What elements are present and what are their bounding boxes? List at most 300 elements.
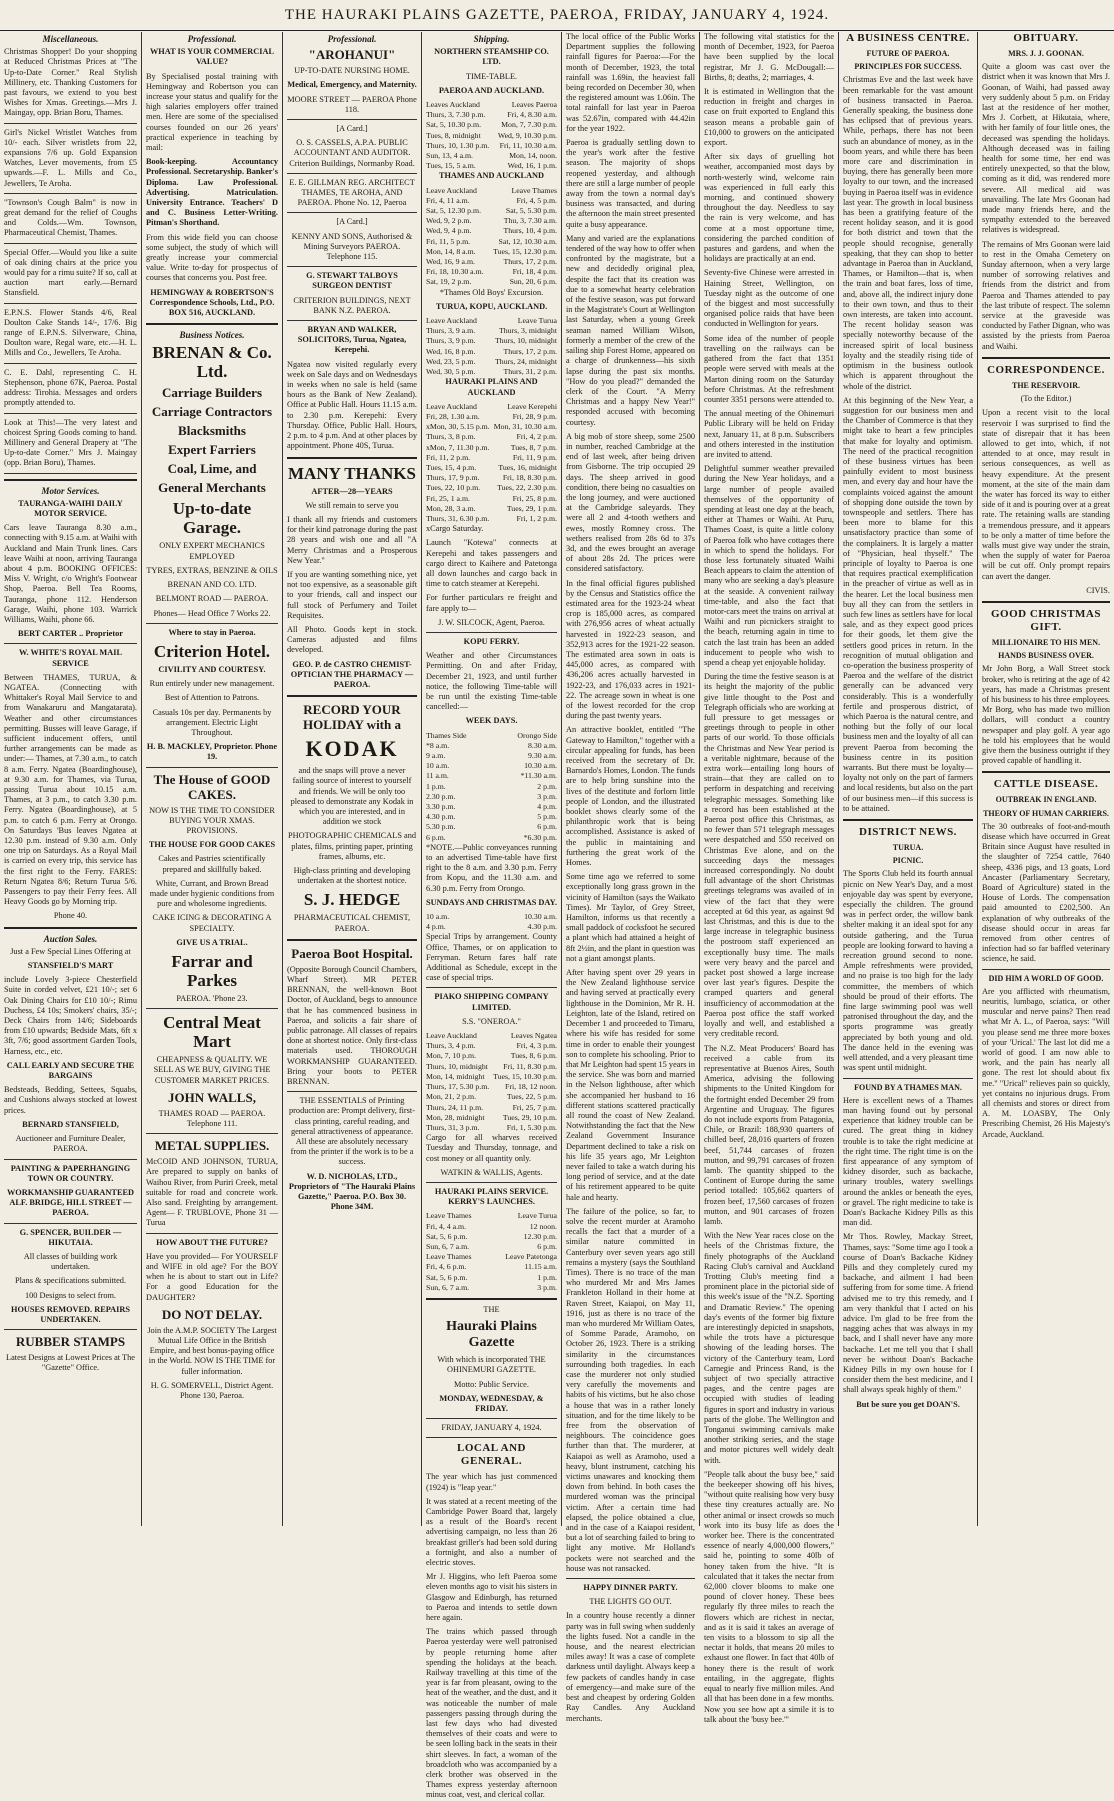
timetable-row: [426, 912, 557, 922]
gazette-days: MONDAY, WEDNESDAY, & FRIDAY.: [439, 1393, 544, 1413]
timetable-cell: xMon, 30, 5.15 p.m.: [426, 422, 490, 432]
farrar: Farrar and Parkes: [171, 951, 253, 990]
c6-p7: Delightful summer weather prevailed during the New Year holidays, and a large number of people availed themselves of the opportunity of spending at least one day at the beach, either at Thames or Waihi. At Puru, Thames Coast, is quite a little colony of Paeroa folk who have cottages there in which to spend the holidays. For those less fortunately situated Waihi Beach appears to claim the attention of many who are seeking a day's pleasure at the seaside. A convenient railway time-table, and also the fact that motor-cars meet the trains on arrival at Waihi and run picnickers straight to the beach, returning again in time to catch the last train has been an added inducement to people who wish to spend a cheap yet enjoyable holiday.: [704, 464, 834, 667]
timetable-row: [426, 1113, 557, 1123]
phones: Phones— Head Office 7 Works 22.: [153, 608, 271, 618]
outbreak: OUTBREAK IN ENGLAND.: [995, 795, 1097, 805]
timetable-cell: Fri, 18, 4 p.m.: [512, 267, 557, 277]
hpa-text: Launch "Kotewa" connects at Kerepehi and takes passengers and cargo direct to Kaihere and Patetonga all down launches and cargo back in time to catch steamer at Kerepehi.: [426, 538, 557, 589]
timetable-kopu-ferry: [426, 731, 557, 843]
hedge: S. J. HEDGE: [303, 890, 401, 910]
correspondence: CORRESPONDENCE.: [987, 363, 1105, 376]
c6-p8: During the time the festive season is at its height the majority of the public give little thought to the Post and Telegraph officials who are working at full pressure to get messages or greetings through to people in other parts of our world. To those officials the Christmas and New Year period is a veritable nightmare, because of the extra work—entailing long hours of strain—that they are called on to perform in despatching and receiving telegraphic messages. Something like a record has been established at the Paeroa post office this Christmas, as no fewer than 571 telegraph messages were despatched and 550 received on Christmas Eve alone, and on the succeeding days the messages increased correspondingly. No doubt full advantage of the short Christmas greetings telegrams was availed of in view of the fact that they were accepted at 6d this year, as against 9d last Christmas, and this is due to the large increase in telegraphic business the postroom staff experienced an exceptionally busy time. The mails were very heavy and the parcel and packet post showed a large increase over last year's figures. Despite the cramped quarters and general insufficiency of accommodation at the Paeroa post office the staff worked loyally and well, and established a very creditable record.: [704, 672, 834, 1039]
local-4: The trains which passed through Paeroa yesterday were well patronised by people returning home after spending the holidays at the beach. Railway travelling at this time of the year is far from pleasant, owing to the heat of the weather, and the dust, and it was noticeable the number of male passengers passing through during the last few days who had divested themselves of their coats and were to be seen lolling back in the seats in their shirt sleeves. In fact, a woman of the broadcloth who was accompanied by a clerk brother was observed in the Thames express yesterday afternoon minus coat, vest, and clerical collar.: [426, 1627, 557, 1800]
timetable-cell: xMon, 7, 11.30 p.m.: [426, 442, 490, 452]
gazette-motto: Motto: Public Service.: [454, 1379, 529, 1389]
criterion-2: Best of Attention to Patrons.: [164, 693, 260, 703]
castro: GEO. P. de CASTRO CHEMIST-OPTICIAN THE PHARMACY — PAEROA.: [290, 659, 414, 689]
timetable-col-label: Leaves Ngatea: [510, 1031, 557, 1041]
column-3: [283, 32, 422, 1526]
timetable-cell: 2.30 p.m.: [426, 791, 456, 801]
auction-text: include Lovely 3-piece Chesterfield Suite in corded velvet, £21 10/-; set 6 Oak Dining Chairs for £10 10/-; Rimu Duchess, £4 10s; Smokers' chairs, 35/-; Deck Chairs from 14/6; Sideboards from £10 upwards; Bedside Mats, 6ft x 3ft, 7/6; good assortment Garden Tools, Harness, etc., etc.: [4, 975, 137, 1056]
c5-p1: The local office of the Public Works Department supplies the following rainfall figures for Paeroa:—For the month of December, 1923, the total rainfall was 1.69in, the heaviest fall being recorded on December 30, when the registered amount was 1.06in. The total rainfall for last year in Paeroa was 52.67in, compared with 44.42in for the year 1922.: [566, 32, 695, 133]
brenan-lines: [146, 385, 278, 495]
timetable-row: [426, 483, 557, 493]
bert-carter: BERT CARTER .. Proprietor: [18, 629, 123, 639]
timetable-row: [426, 367, 557, 377]
cakes-1: Cakes and Pastries scientifically prepared and skillfully baked.: [158, 854, 266, 874]
bryan-text: Ngatea now visited regularly every week on Sale days and on Wednesdays in weeks when no sale is held (same hours as the Bank of New Zealand). Office at Public Hall. Hours 11.15 a.m. to 2.30 p.m. Kerepehi: Every Thursday. Office, Public Hall. Hours, 2 p.m. to 4 p.m. And at other places by appointment. Phone 40S, Turua.: [287, 359, 417, 451]
timetable-row: [426, 206, 557, 216]
walls: JOHN WALLS,: [168, 1089, 256, 1105]
timetable-cell: Sat, 5, 12.30 p.m.: [426, 206, 482, 216]
timetable-cell: Fri, 1, 5.30 p.m.: [506, 1122, 557, 1132]
timetable-row: [426, 922, 557, 932]
walls-sub: THAMES ROAD — PAEROA. Telephone 111.: [158, 1108, 266, 1128]
timetable-cell: Mon, 14, noon.: [509, 151, 557, 161]
timetable-cell: Fri, 4, 5 p.m.: [516, 195, 557, 205]
brenan-title: BRENAN & Co. Ltd.: [152, 343, 272, 382]
timetable-cell: 10.30 a.m.: [524, 912, 557, 922]
timetable-row: [426, 237, 557, 247]
timetable-col-label: Leave Thames: [511, 185, 557, 195]
kerrys: HAURAKI PLAINS SERVICE. KERRY'S LAUNCHES.: [434, 1186, 549, 1207]
timetable-cell: 11.15 a.m.: [524, 1262, 557, 1272]
timetable-cell: 10 a.m.: [426, 912, 450, 922]
tyres: TYRES, EXTRAS, BENZINE & OILS: [146, 565, 278, 575]
column-7: [839, 32, 978, 1526]
printing-dev: High-class printing and developing undertaken at the shortest notice.: [293, 865, 411, 886]
masthead: THE HAURAKI PLAINS GAZETTE, PAEROA, FRIDAY, JANUARY 4, 1924.: [0, 0, 1114, 31]
metal-text: McCOID AND JOHNSON, TURUA, Are prepared to supply on banks of Waihou River, from Puriri Creek, metal suitable for road and concrete work. Also sand. Freighting by arrangement. Agent— F. TRUBLOVE, Phone 31 — Turua: [146, 1157, 278, 1228]
dinner-party: HAPPY DINNER PARTY.: [583, 1583, 678, 1593]
timetable-cell: Mon, 7, 10 p.m.: [426, 1051, 477, 1061]
timetable-cell: Wed, 9, 2 p.m.: [426, 216, 472, 226]
white-phone: Phone 40.: [53, 911, 88, 921]
c5-p3: Many and varied are the explanations tendered of the way how to offer when confronted by the magistrate, but a new and decidedly original plea, despite the fact that its creation was due to a somewhat hearty celebration of the festive season, was put forward in the Magistrate's Court at Wellington last Saturday, when a young Greek seaman named William Wilson, formerly a member of the crew of the sailing ship Forest Home, appeared on a charge of drunkenness—his sixth lapse during the past six months. "How do you plead?" demanded the clerk of the Court. "A Merry Christmas and a happy New Year!" responded accused with becoming courtesy.: [566, 233, 695, 427]
timetable-col-label: Leave Turua: [517, 316, 557, 326]
column-1: [0, 32, 142, 1526]
timetable-cell: Fri, 11, 5 p.m.: [426, 236, 471, 246]
bryan: BRYAN AND WALKER, SOLICITORS, Turua, Ngatea, Kerepehi.: [297, 325, 407, 355]
timetable-cell: Thurs, 10, 4 p.m.: [503, 226, 557, 236]
timetable-cell: Thurs, 24, 11 p.m.: [426, 1102, 484, 1112]
hedge-sub: PHARMACEUTICAL CHEMIST, PAEROA.: [293, 913, 411, 933]
civility: CIVILITY AND COURTESY.: [158, 664, 266, 674]
commercial-text: By Specialised postal training with Hemingway and Robertson you can increase your status and qualify for the high salaries employers offer trained men. Here are some of the specialised courses founded on our 26 years' practical experience in teaching by mail:: [146, 71, 278, 153]
timetable-row: [426, 1232, 557, 1242]
where-to-stay: Where to stay in Paeroa.: [168, 627, 256, 637]
timetable-cell: 8.30 a.m.: [527, 740, 557, 750]
expert: ONLY EXPERT MECHANICS EMPLOYED: [159, 541, 265, 561]
timetable-cell: Thurs, 10, 1.30 p.m.: [426, 140, 490, 150]
arohanui: "AROHANUI": [308, 47, 396, 63]
cakes-2: White, Currant, and Brown Bread made under hygienic conditions from pure and wholesome ingredients.: [149, 878, 275, 909]
timetable-row: [426, 357, 557, 367]
timetable-col-label: Leaves Auckland: [426, 100, 480, 110]
timetable-header: [426, 402, 557, 412]
timetable-cell: 4 p.m.: [426, 922, 446, 932]
tauranga-title: TAURANGA-WAIHI DAILY MOTOR SERVICE.: [18, 498, 123, 518]
section-heading-auction: Auction Sales.: [43, 933, 98, 944]
timetable-header: [426, 1211, 557, 1221]
timetable-cell: Tues, 15, 10.30 p.m.: [493, 1071, 557, 1081]
timetable-col-label: Leave Patetonga: [505, 1252, 557, 1262]
talboys: G. STEWART TALBOYS SURGEON DENTIST: [306, 271, 398, 291]
timetable-cell: Wed, 23, 5 p.m.: [426, 356, 476, 366]
rubber-sub: Latest Designs at Lowest Prices at The "Gazette" Office.: [6, 1353, 135, 1373]
somervell: H. G. SOMERVELL, District Agent. Phone 130, Paeroa.: [150, 1380, 274, 1401]
timetable-row: [426, 1072, 557, 1082]
timetable-row: [426, 422, 557, 432]
timetable-cell: Thurs, 10, midnight: [426, 1061, 488, 1071]
thanks-text: I thank all my friends and customers for their kind patronage during the past 28 years and wish one and all "A Merry Christmas and a Prosperous New Year.": [287, 514, 417, 565]
timetable-row: [426, 1082, 557, 1092]
timetable-cell: Fri, 1, 2 p.m.: [516, 513, 557, 523]
thanks-text-2: If you are wanting something nice, yet not too expensive, as a seasonable gift to your friends, call and inspect our full stock of Perfumery and Toilet Requisites.: [287, 569, 417, 620]
future-title: HOW ABOUT THE FUTURE?: [156, 1237, 268, 1247]
sundays: SUNDAYS AND CHRISTMAS DAY.: [426, 897, 557, 907]
timetable-cell: Mon, 28, midnight: [426, 1112, 485, 1122]
timetable-row: [426, 514, 557, 524]
stansfield-mart: STANSFIELD'S MART: [27, 961, 114, 971]
workmanship: WORKMANSHIP GUARANTEED ALF. BRIDGE, HILL STREET — PAEROA.: [7, 1187, 134, 1218]
timetable-cell: Tues, 8, midnight: [426, 130, 481, 140]
timetable-cell: Thurs, 17, 5.30 p.m.: [426, 1082, 490, 1092]
painting: PAINTING & PAPERHANGING TOWN OR COUNTRY.: [10, 1163, 131, 1183]
timetable-cell: 6 p.m.: [426, 832, 446, 842]
timetable-col-label: Leave Auckland: [426, 185, 477, 195]
timetable-cell: Mon, 21, 2 p.m.: [426, 1092, 477, 1102]
brenan-line: Carriage Contractors: [151, 404, 273, 420]
timetable-col-label: Thames Side: [426, 730, 467, 740]
c6-p1: The following vital statistics for the month of December, 1923, for Paeroa have been supplied by the local registrar, Mr J. G. McDougall:—Births, 8; deaths, 2; marriages, 4.: [704, 32, 834, 82]
column-5: [562, 32, 700, 1723]
commercial-text-2: From this wide field you can choose some subject, the study of which will greatly increase your commercial value. Write to-day for prospectus of courses that concerns you. Post free.: [146, 232, 278, 283]
timetable-row: [426, 751, 557, 761]
timetable-row: [426, 1222, 557, 1232]
houses: HOUSES REMOVED. REPAIRS UNDERTAKEN.: [10, 1304, 131, 1324]
c6-p3: After six days of gruelling hot weather, accompanied most days by north-westerly wind, welcome rain was experienced in full early this morning, and continued showery throughout the day. Needless to say the rain is very welcome, and has come at a most opportune time, considering the parched condition of pastures and gardens, and when the holidays are practically at an end.: [704, 152, 834, 264]
gazette-the: THE: [483, 1304, 500, 1314]
business-centre: A BUSINESS CENTRE.: [846, 32, 970, 44]
hpa-note: xCargo Saturday.: [426, 524, 484, 534]
central-meat: Central Meat Mart: [163, 1013, 261, 1052]
chemicals: PHOTOGRAPHIC CHEMICALS and plates, films, printing paper, printing frames, albums, etc.: [288, 831, 416, 861]
timetable-row: [426, 277, 557, 287]
brenan-line: Expert Farriers: [168, 442, 256, 458]
hpa-text-2: For further particulars re freight and fare apply to—: [426, 593, 557, 613]
timetable-cell: Wed, 30, 5 p.m.: [426, 367, 476, 377]
misc-item: Special Offer.—Would you like a suite of oak dining chairs at the price you would pay for a rimu suite? If so, call at auction mart early.—Bernard Stansfield.: [4, 247, 137, 298]
section-heading-professional-2: Professional.: [327, 34, 377, 44]
timetable-cell: 3 p.m.: [537, 791, 557, 801]
timetable-cell: Sun, 6, 7 a.m.: [426, 1241, 470, 1251]
nsc-title: NORTHERN STEAMSHIP CO. LTD.: [434, 47, 549, 67]
timetable-cell: Wed, 16, 1 p.m.: [507, 161, 557, 171]
timetable-cell: *11.30 a.m.: [520, 771, 557, 781]
local-2: It was stated at a recent meeting of the Cambridge Power Board that, largely as a result of the Board's recent advertising campaign, no less than 26 breakfast griller's had been sold during a fortnight, and also a number of electric stoves.: [426, 1496, 557, 1567]
timetable-row: [426, 463, 557, 473]
c6-p5: Some idea of the number of people travelling on the railways can be gathered from the fact that 1351 people were served with meals at the Marton dining room on the Saturday before Christmas. At the refreshment counter 3351 persons were attended to.: [704, 333, 834, 404]
spencer-sub: All classes of building work undertaken.: [23, 1251, 118, 1272]
timetable-kerrys: [426, 1211, 557, 1252]
belmont: BELMONT ROAD — PAEROA.: [155, 594, 269, 604]
timetable-cell: 1 p.m.: [537, 1272, 557, 1282]
kopu-text-2: Special Trips by arrangement. County Office, Thames, or on application to Ferryman. Return fares half rate Additional as Schedule, except in the case of special trips.: [426, 932, 557, 983]
timetable-cell: Fri, 4, 3 p.m.: [516, 1041, 557, 1051]
c8-p6: Are you afflicted with rheumatism, neuritis, lumbago, sciatica, or other muscular and nerve pains? Then read what Mr A. L., of Paeroa, says: "Will you please send me three more boxes of your 'Urical.' The last lot did me a world of good. I am now able to work, and the pain has nearly all gone. The rest lot should about fix me." "Urical" relieves pain so quickly, yet contains no injurious drugs. From all chemists and stores or direct from A. M. LOASBY, The Only Prescribing Chemist, 26 His Majesty's Arcade, Auckland.: [982, 986, 1110, 1139]
column-8: [978, 32, 1114, 1526]
divider: [4, 243, 137, 244]
timetable-cell: 5.30 p.m.: [426, 822, 456, 832]
timetable-row: [426, 151, 557, 161]
timetable-cell: Mon, 14, 8 a.m.: [426, 246, 476, 256]
c6-p4: Seventy-five Chinese were arrested in Haining Street, Wellington, on Tuesday night as the outcome of one of the biggest and most successfully organised police raids that have been conducted in Wellington for years.: [704, 268, 834, 329]
timetable-cell: Sat, 5, 5.30 p.m.: [505, 206, 557, 216]
cassels: O. S. CASSELS, A.P.A. PUBLIC ACCOUNTANT AND AUDITOR. Criterion Buildings, Normanby Road.: [289, 138, 415, 168]
section-heading-business: Business Notices.: [179, 330, 245, 341]
timetable-cell: Thurs, 31, 6.30 p.m.: [426, 513, 490, 523]
c5-p9: The failure of the police, so far, to solve the recent murder at Aramoho recalls the fact that a murder of a similar nature committed in Canterbury over seven years ago still remains a mystery (says the Southland Times). There is no trace of the man who murdered Mr and Mrs James Frankleton Holland in their home at Raven Street, Kaiapoi, on May 11, 1916, just as there is no trace of the man who murdered Mr William Oates, of Somme Parade, Aramoho, on October 26, 1923. There is a striking similarity in the circumstances surrounding both tragedies. In each case the murderer not only studied very carefully the movements and habits of his victims, but he also chose a house that was in a rather lonely situation, and for the time likely to be free from the observation of neighbours. The coincidence goes further than that. The murderer, at Kaiapoi as well as Aramoho, used a heavy, blunt instrument, catching his victims unawares and knocking them down from behind. In both cases the murdered woman was the principal victim. After a certain time had elapsed, the police obtained a clue, and in the case of a Kaiapoi resident, but a lot of searching failed to bring to light any motive. Mr Holland's pockets were not searched and the house was not ransacked.: [566, 1206, 695, 1573]
c8-p3: Upon a recent visit to the local reservoir I was surprised to find the state of disrepair that it has been allowed to get into, which, if not attended to at once, may result in serious consequences, as well as heavy expenditure. At the present moment, at the site of the main dam the water has forced its way to either side of it and is pouring over at a great rate. The retaining walls are standing a tremendous pressure, and it appears to be only a matter of time before the walls must give way under the strain, when the supply of water for Paeroa will be cut off. Only prompt repairs can avert the danger.: [982, 408, 1110, 581]
timetable-col-label: Leave Thames: [426, 1211, 472, 1221]
timetable-col-label: Leave Auckland: [426, 401, 477, 411]
ta-note: *Thames Old Boys' Excursion.: [439, 287, 544, 297]
timetable-col-label: Orongo Side: [517, 730, 557, 740]
gillman: E. E. GILLMAN REG. ARCHITECT THAMES, TE AROHA, AND PAEROA. Phone No. 12, Paeroa: [289, 177, 415, 208]
plans: Plans & specifications submitted.: [14, 1276, 127, 1286]
farrar-sub: PAEROA. 'Phone 23.: [176, 993, 248, 1003]
timetable-cell: Sat, 5, 6 p.m.: [426, 1272, 468, 1282]
dinner-party-sub: THE LIGHTS GO OUT.: [589, 1597, 672, 1607]
timetable-cell: 10.30 a.m.: [524, 761, 557, 771]
divider: [4, 303, 137, 304]
timetable-cell: Fri, 4, 11 a.m.: [426, 195, 470, 205]
nsc-sub: TIME-TABLE.: [465, 71, 518, 81]
timetable-col-label: Leave Thames: [426, 1252, 472, 1262]
timetable-cell: Mon, 14, midnight: [426, 1071, 485, 1081]
timetable-row: [426, 1262, 557, 1272]
cheapness: CHEAPNESS & QUALITY. WE SELL AS WE BUY, GIVING THE CUSTOMER MARKET PRICES.: [153, 1055, 271, 1085]
timetable-cell: Fri, 11, 8.30 p.m.: [503, 1061, 557, 1071]
timetable-row: [426, 771, 557, 781]
misc-item: C. E. Dahl, representing C. H. Stephenson, phone 67K, Paeroa. Postal address: Tirohia. Messages and orders promptly attended to.: [4, 367, 137, 408]
timetable-header: [426, 1031, 557, 1041]
c5-p6: An attractive booklet, entitled "The Gateway to Hamilton," together with a circular appealing for funds, has been received from the secretary of Dr. Barnardo's Homes, London. The funds are to help bring sunshine into the lives of the destitute and forlorn little people of London, and the illustrated booklet shows clearly some of the philanthropic work that is being accomplished. Assistance is asked of the public in maintaining and furthering the great work of the Homes.: [566, 725, 695, 868]
c7-p3: The Sports Club held its fourth annual picnic on New Year's Day, and a most enjoyable day was spent by everyone, especially the children. The ground was in perfect order, the willow bank shelter making it an ideal spot for any outside gathering, and the Turua people are looking forward to having a recreation ground second to none. Ample refreshments were provided, and no praise is too high for the lady committee, the members of which should be proud of their efforts. The fine large swimming pool was well patronised throughout the day, and the sports programme was greatly appreciated by both young and old. The dance held in the evening was well attended, and a very pleasant time was spent until midnight.: [843, 869, 973, 1073]
section-heading-motor: Motor Services.: [41, 485, 100, 496]
to-editor: (To the Editor.): [1020, 394, 1072, 404]
timetable-cell: Sun, 20, 6 p.m.: [509, 277, 557, 287]
timetable-thames-auckland: [426, 186, 557, 288]
misc-item: "Townson's Cough Balm" is now in great demand for the relief of Coughs and Colds.—Wm. Townson, Pharmaceutical Chemist, Thames.: [4, 197, 137, 238]
column-2: [142, 32, 283, 1526]
obituary: OBITUARY.: [1013, 32, 1079, 44]
hpa-head: HAURAKI PLAINS AND AUCKLAND: [445, 377, 538, 397]
c6-p11: "People talk about the busy bee," said the beekeeper showing off his hives, "without quite realising how very busy these tiny creatures actually are. No other animal or insect crowds so much work into its busy life as does the worker bee. There is the concentrated essence of nearly 4,000,000 flowers," said he, pointing to some 40lb of honey taken from the hive. "It is calculated that it takes the nectar from 62,000 clover blooms to make one pound of clover honey. These bees regularly fly three miles to reach the flowers which are richest in nectar, and as it is said it takes an average of ten visits to a blossom to sip all the nectar it holds, that means 20 miles to exhaust one flower. In fact that 40lb of honey there is the result of work entailing, in the aggregate, flights equal to nearly five million miles. And all that has been done in a few months. Now you see how apt a simile it is to talk about the 'busy bee.'": [704, 1469, 834, 1724]
timetable-row: [426, 802, 557, 812]
timetable-paeroa-auckland: [426, 100, 557, 171]
pa-head: PAEROA AND AUCKLAND.: [438, 85, 545, 95]
bernard: BERNARD STANSFIELD,: [22, 1119, 119, 1129]
timetable-cell: 5 p.m.: [537, 812, 557, 822]
timetable-col-label: Leave Auckland: [426, 1031, 477, 1041]
house-good-cakes: THE HOUSE FOR GOOD CAKES: [148, 840, 276, 850]
misc-item: E.P.N.S. Flower Stands 4/6, Real Doulton Cake Stands 14/-, 17/6. Big range of E.P.N.S. Silverware, China, Doulton ware, Regal ware, etc.—H. L. Mills and Co., Jewellers, Te Aroha.: [4, 307, 137, 358]
timetable-cell: Wed, 16, 8 p.m.: [426, 346, 476, 356]
piako: PIAKO SHIPPING COMPANY LIMITED.: [434, 992, 549, 1012]
timetable-row: [426, 473, 557, 483]
timetable-row: [426, 1242, 557, 1252]
timetable-cell: Sat, 5, 10.30 p.m.: [426, 120, 482, 130]
brenan-line: Coal, Lime, and: [167, 461, 257, 477]
brenan-co: BRENAN AND CO. LTD.: [167, 580, 257, 590]
hands-business: HANDS BUSINESS OVER.: [998, 651, 1094, 661]
timetable-cell: Thurs, 24, midnight: [495, 356, 557, 366]
timetable-cell: 11 a.m.: [426, 771, 449, 781]
timetable-cell: 6 p.m.: [537, 1241, 557, 1251]
amp: Join the A.M.P. SOCIETY The Largest Mutual Life Office in the British Empire, and best bonus-paying office in the World. NOW IS THE TIME for fuller information.: [147, 1325, 277, 1376]
timetable-row: [426, 110, 557, 120]
white-title: W. WHITE'S ROYAL MAIL SERVICE: [19, 648, 122, 668]
goonan: MRS. J. J. GOONAN.: [1008, 49, 1084, 58]
timetable-row: [426, 247, 557, 257]
c5-p8: After having spent over 29 years in the New Zealand lighthouse service and having served at practically every lighthouse in the Dominion, Mr R. H. Leighton, late of the Island, retired on December 1 and proceeded to Timaru, where his wife has resided for some time in order to enable their youngest son to complete his schooling. Prior to that Mr Leighton had spent 15 years in the service. She was born and married in the Nelson lighthouse, after which she accompanied her husband to 16 different stations scattered practically all round the coast of New Zealand. Notwithstanding the fact that the New Zealand Government Insurance Department declined to take a risk on his life 35 years ago, Mr Leighton never failed to take a watch during his long period of service, and at the date of his retirement appeared to be quite hale and hearty.: [566, 968, 695, 1202]
timetable-row: [426, 1051, 557, 1061]
timetable-cell: Tues, 16, midnight: [498, 462, 557, 472]
timetable-cell: Fri, 28, 1.30 a.m.: [426, 411, 480, 421]
timetable-col-label: Leave Kerepehi: [507, 401, 557, 411]
christmas-gift: GOOD CHRISTMAS GIFT.: [991, 607, 1101, 633]
timetable-cell: Tues, 29, 1 p.m.: [506, 503, 557, 513]
essentials: THE ESSENTIALS of Printing production are: Prompt delivery, first-class printing, careful reading, and general attractiveness of appearance. All these are absolutely necessary from the printer if the work is to be a success.: [289, 1096, 415, 1167]
tauranga-text: Cars leave Tauranga 8.30 a.m., connecting with 9.15 a.m. at Waihi with Auckland and Main Trunk lines. Cars leave Waihi at noon, arriving Tauranga about 4 p.m. BOOKING OFFICES: Miss V. Wright, c/o Wright's Footwear Shop, Paeroa. Bell Tea Rooms, Tauranga, phone 112. Henderson Garage, Waihi, phone 103. Warrick Williams, Waihi, phone 66.: [4, 523, 137, 624]
commercial-title: WHAT IS YOUR COMMERCIAL VALUE?: [149, 47, 275, 67]
silcock: J. W. SILCOCK, Agent, Paeroa.: [438, 617, 545, 627]
c5-p5: In the final official figures published by the Census and Statistics office the estimated area for the 1923-24 wheat crop is 185,000 acres, as compared with 276,956 acres of wheat actually harvested in 1922-23 season, and 352,913 acres for the 1921-22 season. The estimated area sown in oats is 445,000 acres, as compared with 436,206 acres actually harvested in 1922-23, and 176,033 acres in 1921-22. The acreage sown in wheat is one of the lowest recorded for the crop during the past twenty years.: [566, 578, 695, 721]
card-2: [A Card.]: [336, 217, 368, 227]
gazette-title: Hauraki Plains Gazette: [446, 1319, 537, 1351]
tka-head: TURUA, KOPU, AUCKLAND.: [435, 301, 548, 311]
timetable-cell: 10 a.m.: [426, 761, 450, 771]
timetable-cell: Fri, 25, 7 p.m.: [512, 1102, 557, 1112]
divider: [4, 363, 137, 364]
c7-p1: Christmas Eve and the last week have been remarkable for the vast amount of business transacted in Paeroa. Generally speaking, the business done has eclipsed that of previous years. While, perhaps, there has not been such an abundance of money, as in the boom years, and while there has been more care and discrimination in buying, there has generally been more loyalty to our town, and the increased buying in Paeroa itself was in evidence last year. The growth in local business has been a gratifying feature of the recent holiday season, and it is good for both district and town that the people should recognise, generally speaking, that they can shop to better advantage in Paeroa than in Auckland, Thames, or Hamilton—that is, when the train and boat fares, loss of time, and, above all, the indirect injury done to their own town, and thus to their own interests, are taken into account. The recent holiday season was specially noteworthy because of the increased spirit of local business loyalty and the steadily rising tide of optimism in the business outlook which is apparent throughout the whole of the district.: [843, 75, 973, 391]
thames-man: FOUND BY A THAMES MAN.: [854, 1082, 962, 1092]
oneroa: S.S. "ONEROA.": [462, 1016, 521, 1026]
spencer: G. SPENCER, BUILDER — HIKUTAIA.: [19, 1227, 122, 1247]
brenan-line: Carriage Builders: [161, 385, 262, 401]
timetable-cell: Fri, 4, 8.30 a.m.: [507, 110, 557, 120]
give-trial: GIVE US A TRIAL.: [176, 937, 248, 947]
timetable-kerrys-2: [426, 1252, 557, 1293]
picnic: PICNIC.: [892, 856, 924, 866]
timetable-row: [426, 432, 557, 442]
timetable-sundays: [426, 912, 557, 932]
timetable-row: [426, 792, 557, 802]
timetable-row: [426, 822, 557, 832]
white-text: Between THAMES, TURUA, & NGATEA. (Connecting with Whittaker's Royal Mail Service to and from Wanakaruru and Mangatarata). Weather and other circumstances permitting. Busses will leave Garage, if sufficient inducement offers, until further arrangements can be made as under:— Thames, at 7.30 a.m., to catch 8 a.m. Ferry. Ngatea (Boardinghouse), at 9.30 a.m. for Thames, via Turua, passing Turua about 10.15 a.m. Thames, at 3 p.m., to catch 3.30 p.m. Ferry. Ngatea (Boardinghouse), at 5 p.m. to catch 6 p.m. Ferry at Orongo. On Saturdays 'Bus leaves Ngatea at 12.30 p.m. instead of 9.30 a.m. Only one trip on Saturdays. As a Royal Mail is carried on every trip, this service has the first right to the Ferry. FARES: Return Ngatea 8/6; Return Turua 5/6. Passengers to pay their Ferry fees. All Heavy Goods go by Morning trip.: [4, 672, 137, 907]
c8-p2: The remains of Mrs Goonan were laid to rest in the Omaha Cemetery on Sunday afternoon, when a very large number of sorrowing relatives and friends from the district and from Paeroa and Thames attended to pay the last tribute of respect. The solemn service at the graveside was conducted by Father Dignan, who was assisted by the priests from Paeroa and Waihi.: [982, 239, 1110, 351]
timetable-row: [426, 336, 557, 346]
timetable-cell: Fri, 11, 2 p.m.: [426, 452, 471, 462]
timetable-cell: Thurs, 17, 2 p.m.: [503, 346, 557, 356]
hemingway: HEMINGWAY & ROBERTSON'S Correspondence Schools, Ltd., P.O. BOX 516, AUCKLAND.: [149, 287, 275, 318]
timetable-cell: *8 a.m.: [426, 740, 450, 750]
timetable-cell: Wed, 9, 10.30 p.m.: [497, 130, 557, 140]
kodak-title: KODAK: [305, 736, 399, 762]
timetable-cell: Sat, 19, 2 p.m.: [426, 277, 472, 287]
local-general: LOCAL AND GENERAL.: [457, 1442, 526, 1468]
timetable-row: [426, 494, 557, 504]
timetable-cell: Tues, 22, 5 p.m.: [506, 1092, 557, 1102]
millionaire: MILLIONAIRE TO HIS MEN.: [991, 637, 1101, 647]
misc-item: Girl's Nickel Wristlet Watches from 10/- each. Silver wristlets from 22, expansions 7/6 up. Gold Expansion Watches, Lever movements, from £5 upwards.—F. L. Mills and Co., Jewellers, Te Aroha.: [4, 127, 137, 188]
timetable-cell: Sun, 13, 4 a.m.: [426, 151, 473, 161]
timetable-row: [426, 741, 557, 751]
principles: PRINCIPLES FOR SUCCESS.: [854, 62, 962, 72]
section-heading-professional: Professional.: [187, 34, 237, 44]
timetable-cell: Fri, 28, 9 p.m.: [512, 411, 557, 421]
timetable-cell: Tues, 29, 10 p.m.: [502, 1112, 557, 1122]
timetable-cell: Tues, 8, 7 p.m.: [510, 442, 557, 452]
local-1: The year which has just commenced (1924) is "leap year.": [426, 1472, 557, 1492]
arohanui-2: Medical, Emergency, and Maternity.: [287, 80, 417, 90]
brenan-line: General Merchants: [158, 480, 266, 496]
moore: MOORE STREET — PAEROA Phone 118.: [287, 94, 417, 114]
timetable-row: [426, 1123, 557, 1133]
timetable-row: [426, 1273, 557, 1283]
mackley: H. B. MACKLEY, Proprietor. Phone 19.: [146, 742, 278, 762]
timetable-cell: Thurs, 3, midnight: [498, 326, 557, 336]
timetable-cell: Tues, 8, 6 p.m.: [510, 1051, 557, 1061]
timetable-cell: Sun, 6, 7 a.m.: [426, 1282, 470, 1292]
timetable-cell: 3 p.m.: [537, 1282, 557, 1292]
boot-hospital: Paeroa Boot Hospital.: [291, 945, 413, 961]
timetable-cell: Fri, 4, 6 p.m.: [426, 1262, 467, 1272]
timetable-piako: [426, 1031, 557, 1133]
timetable-row: [426, 267, 557, 277]
timetable-cell: Thurs, 3, 8 p.m.: [426, 432, 476, 442]
bedsteads: Bedsteads, Bedding, Settees, Squabs, and Cushions always stocked at lowest prices.: [4, 1085, 137, 1115]
turua: TURUA.: [892, 843, 924, 853]
future-paeroa: FUTURE OF PAEROA.: [866, 49, 950, 58]
gazette-sub: With which is incorporated THE OHINEMURI GAZETTE.: [437, 1355, 546, 1375]
nicholas: W. D. NICHOLAS, LTD., Proprietors of "The Hauraki Plains Gazette," Paeroa. P.O. Box 30. Phone 34M.: [288, 1171, 416, 1212]
timetable-cell: Thurs, 17, 2 p.m.: [503, 257, 557, 267]
c7-p2: At this beginning of the New Year, a suggestion for our business men and the Chamber of Commerce is that they might take to heart a few principles that make for loyalty and optimism. The need of the practical recognition of these business virtues has been painfully evident to most business men, and every day and hour have the complaints voiced against the amount of shopping done outside the town by townspeople and settlers. There has been more to blame for this unsatisfactory practice than some of the complainers. It is largely a matter of "Physician, heal thyself." The principle of loyalty to Paeroa is one that requires practical exemplification in the preacher of virtue as well as in the hearer. Let the local business men buy all they can from the settlers in such few lines as settlers have for local sale, and as they expect good prices for their goods, let them give the settlers good prices in return. In the recognition of mutual obligation and co-operation the business prosperity of Paeroa and the welfare of the district generally can be advanced very considerably. This is a wonderfully fertile and prosperous district, of which Paeroa is the natural centre, and nothing but the folly of our local business men and the loyalty of all can prevent Paeroa from becoming the business centre in its position warrants. But there must be loyalty—loyalty not only on the part of farmers and local residents, but also on the part of our business men—if this success is to be attained.: [843, 395, 973, 813]
timetable-cell: 1 p.m.: [426, 781, 446, 791]
timetable-cell: Fri, 11, 9 p.m.: [512, 452, 557, 462]
timetable-cell: Fri, 18, 8.30 p.m.: [502, 473, 557, 483]
criterion-1: Run entirely under new management.: [149, 679, 275, 689]
section-heading-shipping: Shipping.: [473, 34, 510, 44]
c5-p4: A big mob of store sheep, some 2500 in number, reached Cambridge at the end of last week, after being driven from Gisborne. The trip occupied 29 days. The sheep arrived in good condition, there being no casualties on the long journey, and were auctioned at the Cambridge saleyards. They were all 2 and 4-tooth wethers and ewes, mostly Romney cross. The wethers realised from 28s 6d to 37s 3d, and the ewes brought an average of about 28s 2d. The prices were considered satisfactory.: [566, 431, 695, 574]
timetable-cell: 2 p.m.: [537, 781, 557, 791]
timetable-row: [426, 257, 557, 267]
after-years: AFTER—28—YEARS: [311, 486, 393, 496]
arohanui-sub: UP-TO-DATE NURSING HOME.: [294, 66, 410, 76]
kopu-title: KOPU FERRY.: [463, 636, 520, 646]
boot-text: (Opposite Borough Council Chambers, Wharf Street). MR PETER BRENNAN, the well-known Boot Doctor, of Auckland, begs to announce that he has commenced business in Paeroa, and solicits a fair share of public patronage. All classes of repairs done at shortest notice. Only first-class materials used. THOROUGH WORKMANSHIP GUARANTEED. Bring your boots to PETER BRENNAN.: [287, 964, 417, 1087]
garage-title: Up-to-date Garage.: [172, 499, 252, 538]
timetable-cell: Thurs, 3, 4 p.m.: [426, 1041, 476, 1051]
delay: DO NOT DELAY.: [161, 1306, 263, 1322]
c5-p2: Paeroa is gradually settling down to the year's work after the festive season. The majority of shops reopened yesterday, and although there are still a large number of people away from the town a normal day's business was transacted, and during the afternoon the main street presented quite a busy appearance.: [566, 138, 695, 229]
timetable-cell: Fri, 4, 2 p.m.: [516, 432, 557, 442]
timetable-row: [426, 412, 557, 422]
